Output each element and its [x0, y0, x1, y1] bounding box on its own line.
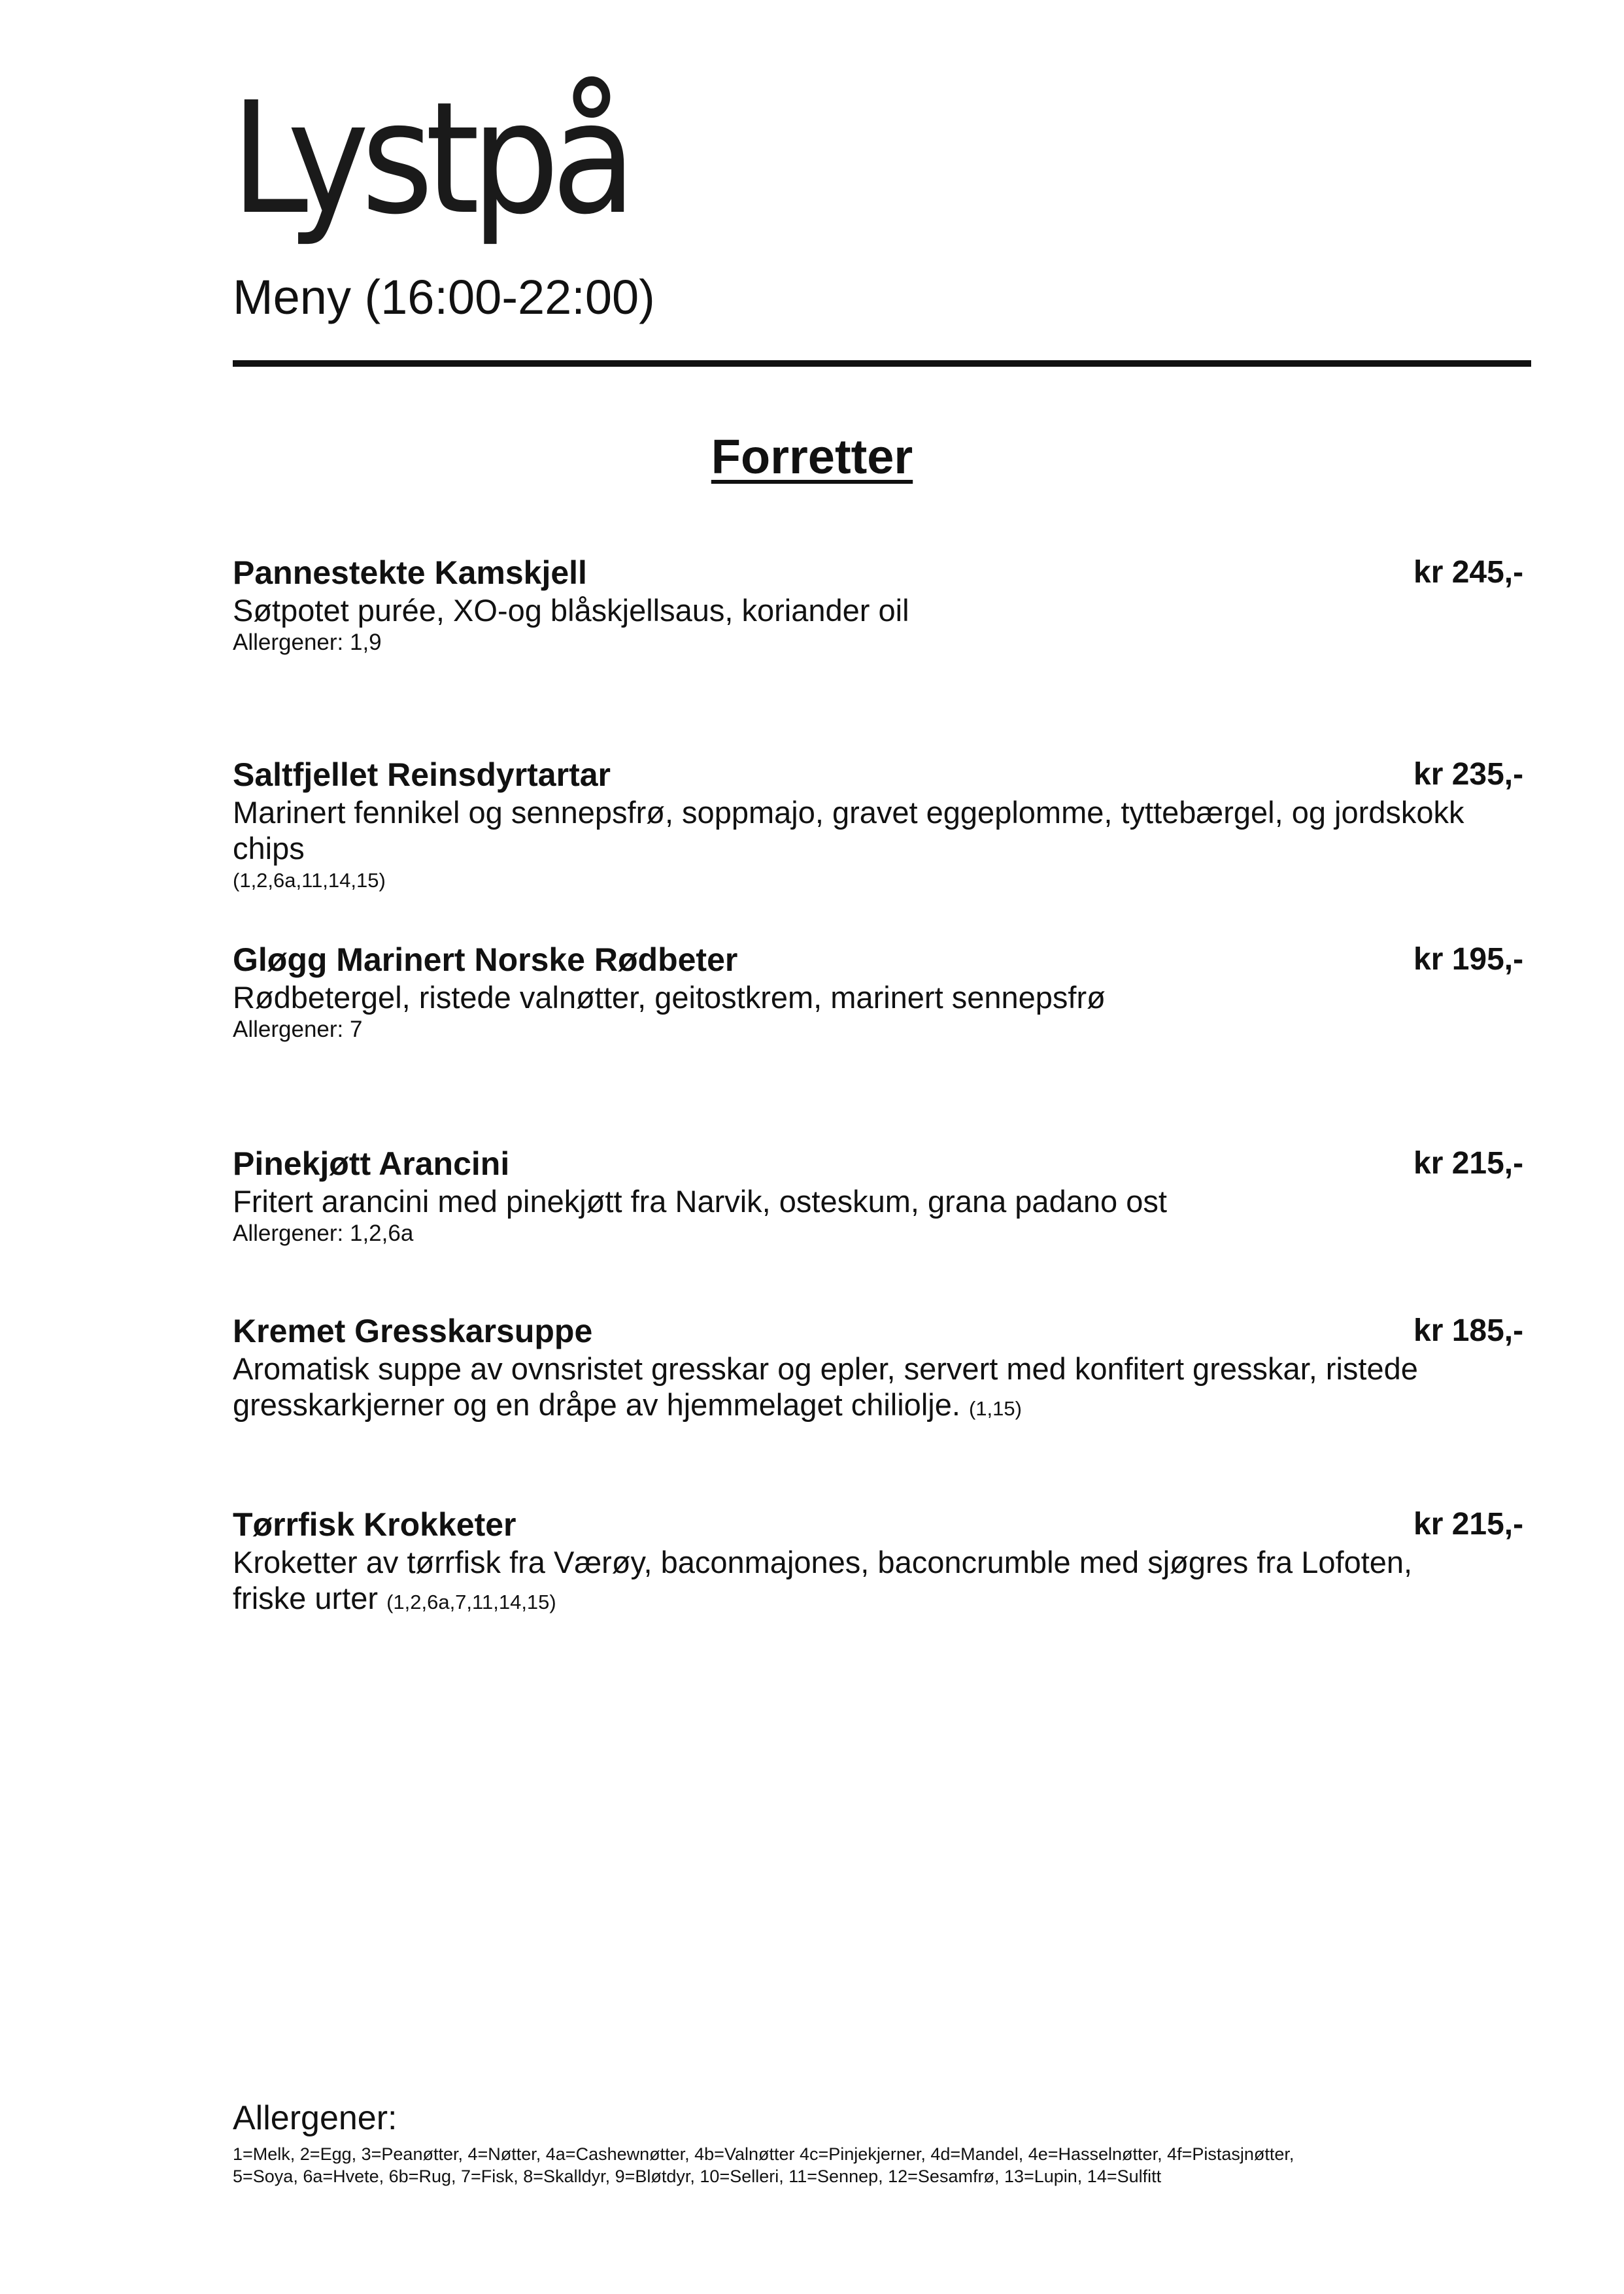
allergen-legend-line: 5=Soya, 6a=Hvete, 6b=Rug, 7=Fisk, 8=Skalldyr, 9=Bløtdyr, 10=Selleri, 11=Sennep, 12=Sesamfrø, 13=Lupin, 14=Sulfitt [233, 2167, 1162, 2186]
item-description-text: Aromatisk suppe av ovnsristet gresskar og epler, servert med konfitert gresskar, ristede gresskarkjerner og en dråpe av hjemmelaget chiliolje. [233, 1351, 1418, 1422]
menu-item [233, 755, 1540, 895]
menu-hours-title: Meny (16:00-22:00) [233, 270, 655, 324]
item-name: Saltfjellet Reinsdyrtartar [233, 756, 611, 793]
menu-item [233, 1505, 1540, 1620]
item-allergens: Allergener: 1,2,6a [233, 1221, 414, 1246]
item-description: Marinert fennikel og sennepsfrø, soppmajo, gravet eggeplomme, tyttebærgel, og jordskokk chips [233, 795, 1464, 866]
item-name: Kremet Gresskarsuppe [233, 1313, 593, 1349]
item-price: kr 195,- [1413, 942, 1524, 977]
allergen-legend-heading: Allergener: [233, 2099, 398, 2137]
brand-logo: Lystpå [231, 69, 628, 248]
item-price: kr 245,- [1413, 555, 1524, 590]
menu-item [233, 1311, 1540, 1426]
item-description: Fritert arancini med pinekjøtt fra Narvik, osteskum, grana padano ost [233, 1184, 1167, 1219]
item-allergens: (1,2,6a,11,14,15) [233, 869, 386, 892]
item-price: kr 235,- [1413, 757, 1524, 792]
item-allergens: (1,15) [968, 1397, 1022, 1420]
item-name: Pinekjøtt Arancini [233, 1145, 510, 1182]
header-divider [233, 360, 1531, 367]
item-description [233, 1544, 1488, 1620]
item-allergens: (1,2,6a,7,11,14,15) [386, 1591, 556, 1613]
item-name: Pannestekte Kamskjell [233, 554, 587, 591]
section-title: Forretter [711, 430, 913, 484]
menu-item [233, 1144, 1540, 1248]
item-name: Tørrfisk Krokketer [233, 1506, 516, 1543]
item-allergens: Allergener: 7 [233, 1017, 363, 1042]
item-description: Søtpotet purée, XO-og blåskjellsaus, koriander oil [233, 593, 909, 628]
item-price: kr 185,- [1413, 1313, 1524, 1348]
menu-item [233, 940, 1540, 1044]
item-price: kr 215,- [1413, 1507, 1524, 1542]
item-price: kr 215,- [1413, 1146, 1524, 1181]
item-name: Gløgg Marinert Norske Rødbeter [233, 941, 738, 978]
menu-item [233, 553, 1540, 657]
item-description-text: Kroketter av tørrfisk fra Værøy, baconmajones, baconcrumble med sjøgres fra Lofoten, friske urter [233, 1545, 1413, 1615]
allergen-legend-line: 1=Melk, 2=Egg, 3=Peanøtter, 4=Nøtter, 4a=Cashewnøtter, 4b=Valnøtter 4c=Pinjekjerner, 4d=Mandel, 4e=Hasselnøtter, 4f=Pistasjnøtter, [233, 2144, 1294, 2164]
item-description: Rødbetergel, ristede valnøtter, geitostkrem, marinert sennepsfrø [233, 980, 1106, 1015]
item-allergens: Allergener: 1,9 [233, 630, 382, 655]
item-description [233, 1351, 1449, 1426]
